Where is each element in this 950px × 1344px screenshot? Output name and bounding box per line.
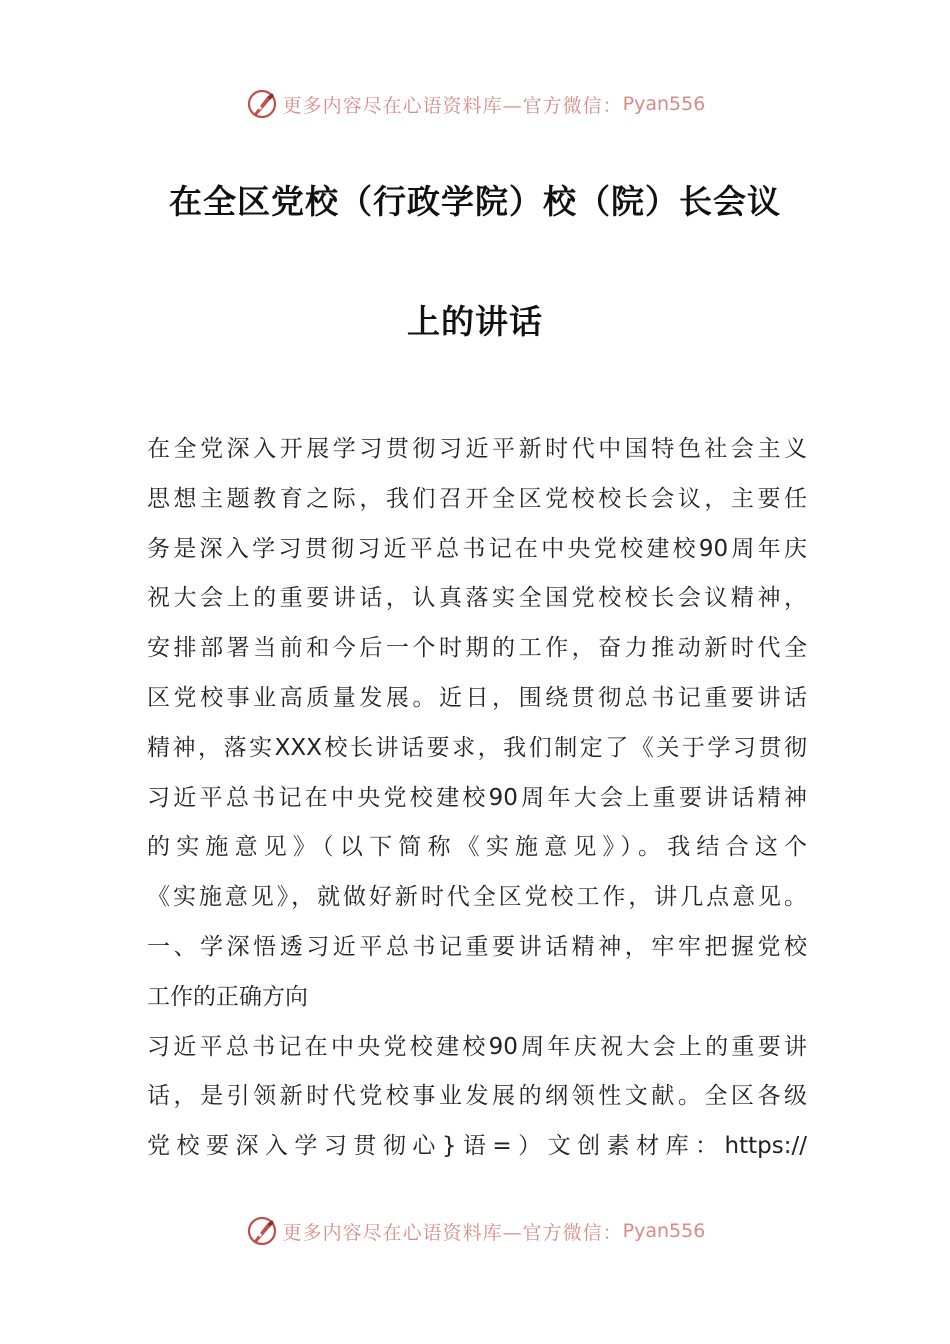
body-line: 《实施意见》，就做好新时代全区党校工作，讲几点意见。 (147, 884, 807, 911)
body-line: 的实施意见》（以下简称《实施意见》）。我结合这个 (147, 834, 807, 861)
document-title-line-1: 在全区党校（行政学院）校（院）长会议 (169, 182, 781, 221)
body-line: 话，是引领新时代党校事业发展的纲领性文献。全区各级 (147, 1083, 807, 1110)
watermark-text: 更多内容尽在心语资料库—官方微信： (282, 94, 623, 117)
watermark-text: 更多内容尽在心语资料库—官方微信： (282, 1221, 623, 1244)
watermark-wechat-id: Pyan556 (622, 1220, 706, 1242)
body-line: 安排部署当前和今后一个时期的工作，奋力推动新时代全 (147, 635, 807, 662)
pen-nib-logo-icon (245, 87, 279, 121)
body-line: 党校要深入学习贯彻心}语=）文创素材库：https:// (147, 1133, 807, 1160)
body-line: 在全党深入开展学习贯彻习近平新时代中国特色社会主义 (147, 436, 807, 462)
document-title-line-2: 上的讲话 (407, 302, 543, 341)
watermark-footer (0, 1211, 950, 1251)
document-body (147, 425, 807, 1172)
body-line: 祝大会上的重要讲话，认真落实全国党校校长会议精神， (147, 585, 807, 612)
body-line: 精神，落实XXX校长讲话要求，我们制定了《关于学习贯彻 (147, 734, 807, 761)
pen-nib-logo-icon (245, 1214, 279, 1248)
watermark-header (0, 84, 950, 124)
body-line: 思想主题教育之际，我们召开全区党校校长会议，主要任 (147, 485, 807, 512)
watermark-wechat-id: Pyan556 (622, 93, 706, 115)
body-line: 区党校事业高质量发展。近日，围绕贯彻总书记重要讲话 (147, 684, 807, 711)
body-line: 务是深入学习贯彻习近平总书记在中央党校建校90周年庆 (147, 535, 807, 562)
section-heading-line: 工作的正确方向 (147, 983, 308, 1010)
body-line: 习近平总书记在中央党校建校90周年庆祝大会上的重要讲 (147, 1033, 807, 1060)
section-heading-line: 一、学深悟透习近平总书记重要讲话精神，牢牢把握党校 (147, 933, 807, 960)
body-line: 习近平总书记在中央党校建校90周年大会上重要讲话精神 (147, 784, 807, 811)
